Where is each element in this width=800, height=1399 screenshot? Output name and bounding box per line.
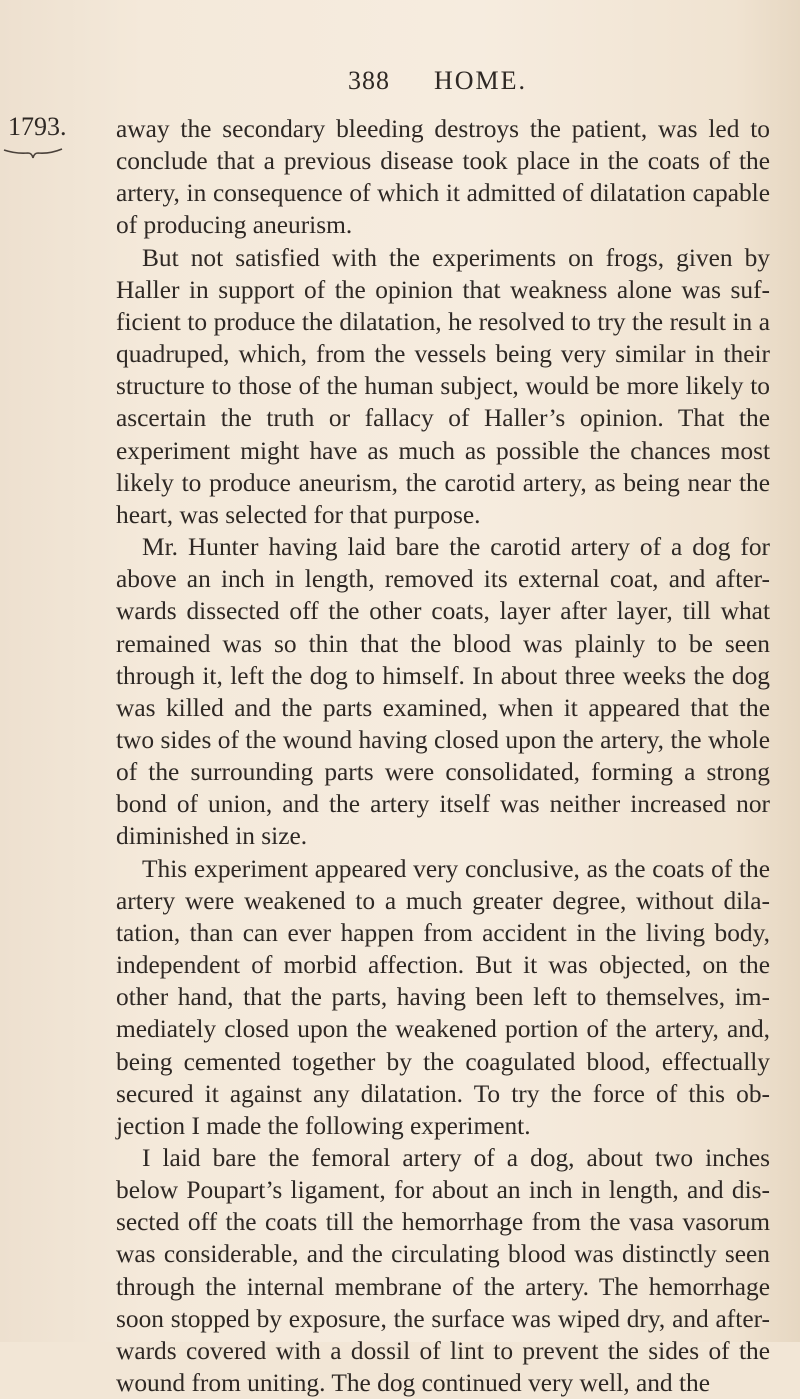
page-number: 388 (348, 66, 390, 95)
paragraph: This experiment appeared very conclusive, as the coats of the artery were weakened to a much greater degree, without dila- tation, than can ever happen from accident in the living body, independent of morbid affection. But it was objected, on the other hand, that the parts, having been left to themselves, im- mediately closed upon the weakened portion of the artery, and, being cemented together by the coagulated blood, effectually secured it against any dilatation. To try the force of this ob- jection I made the following experiment. (116, 854, 770, 1140)
running-head: HOME. (434, 66, 528, 95)
body-text (116, 113, 770, 1399)
paragraph: away the secondary bleeding destroys the patient, was led to conclude that a previous disease took place in the coats of the artery, in consequence of which it admitted of dilatation capable of producing aneurism. (116, 115, 770, 240)
paragraph: Mr. Hunter having laid bare the carotid artery of a dog for above an inch in length, removed its external coat, and after- wards dissected off the other coats, layer after layer, till what remained was so thin that the blood was plainly to be seen through it, left the dog to himself. In about three weeks the dog was killed and the parts examined, when it appeared that the two sides of the wound having closed upon the artery, the whole of the surrounding parts were consolidated, forming a strong bond of union, and the artery itself was neither increased nor diminished in size. (116, 533, 770, 851)
margin-brace-icon (2, 146, 64, 160)
paragraph: I laid bare the femoral artery of a dog, about two inches below Poupart’s ligament, for about an inch in length, and dis- sected off the coats till the hemorrhage from the vasa vasorum was considerable, and the circulating blood was distinctly seen through the internal membrane of the artery. The hemorrhage soon stopped by exposure, the surface was wiped dry, and after- wards covered with a dossil of lint to prevent the sides of the wound from uniting. The dog continued very well, and the (116, 1144, 770, 1398)
page-header (0, 66, 800, 102)
margin-year-note: 1793. (8, 112, 67, 141)
paragraph: But not satisfied with the experiments on frogs, given by Haller in support of the opinion that weakness alone was suf- ficient to produce the dilatation, he resolved to try the result in a quadruped, which, from the vessels being very similar in their structure to those of the human subject, would be more likely to ascertain the truth or fallacy of Haller’s opinion. That the experiment might have as much as possible the chances most likely to produce aneurism, the carotid artery, as being near the heart, was selected for that purpose. (116, 243, 770, 529)
